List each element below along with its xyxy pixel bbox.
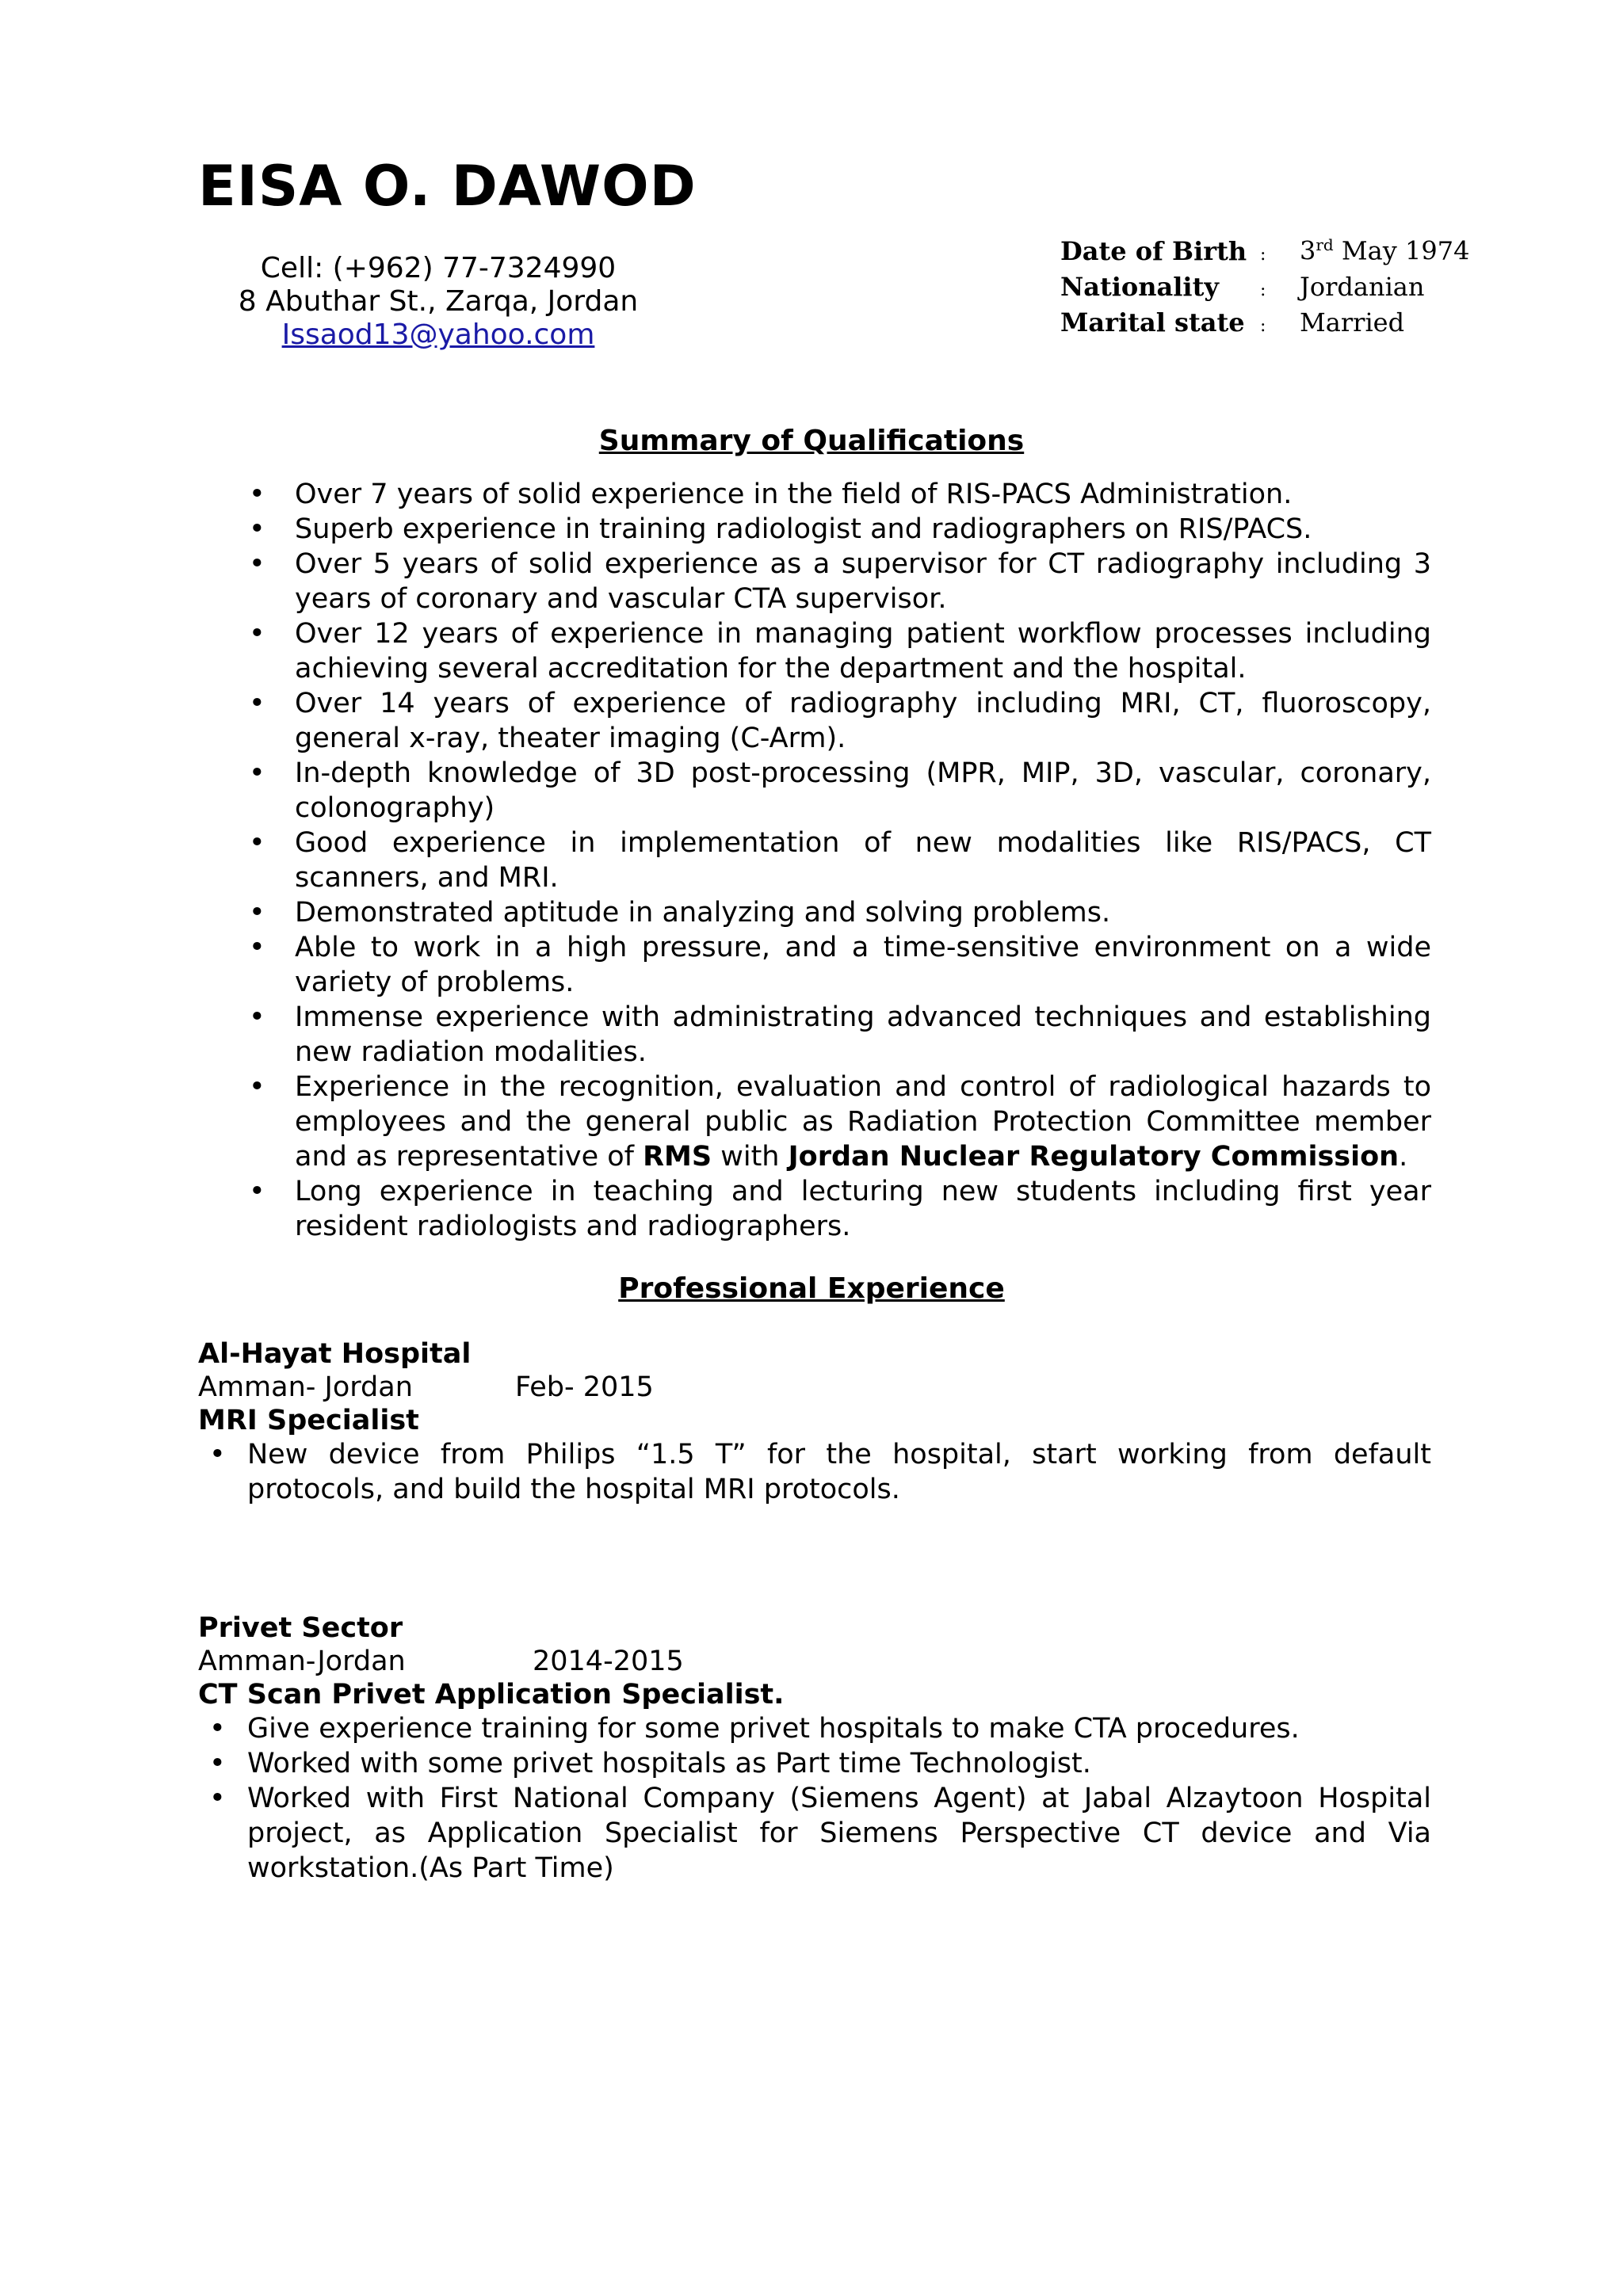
phone-number: Cell: (+962) 77-7324990	[260, 252, 617, 284]
list-item: • In-depth knowledge of 3D post-processing (MPR, MIP, 3D, vascular, coronary, colonography)	[249, 757, 1431, 824]
nationality-value: Jordanian	[1300, 271, 1425, 302]
list-item: • Demonstrated aptitude in analyzing and solving problems.	[249, 897, 1111, 929]
job-location-dates	[198, 1645, 1431, 1678]
marital-row	[1060, 307, 1469, 342]
candidate-name: EISA O. DAWOD	[198, 154, 697, 219]
separator: :	[1260, 315, 1266, 336]
list-item: • Immense experience with administrating advanced techniques and establishing new radiation modalities.	[249, 1001, 1431, 1068]
dob-label: Date of Birth	[1060, 235, 1247, 266]
job-duties	[198, 1437, 1431, 1507]
list-item: • Good experience in implementation of new modalities like RIS/PACS, CT scanners, and MRI.	[249, 827, 1431, 894]
list-item: • Over 12 years of experience in managing patient workflow processes including achieving several accreditation for the department and the hospital.	[249, 618, 1431, 685]
list-item: • Over 5 years of solid experience as a supervisor for CT radiography including 3 years of coronary and vascular CTA supervisor.	[249, 548, 1431, 615]
job-location: Amman- Jordan	[198, 1371, 413, 1403]
separator: :	[1260, 244, 1266, 265]
contact-block	[198, 252, 678, 352]
list-item: • New device from Philips “1.5 T” for the hospital, start working from default protocols, and build the hospital MRI protocols.	[209, 1439, 1431, 1505]
experience-heading: Professional Experience	[618, 1272, 1005, 1305]
job-location-dates	[198, 1371, 1431, 1404]
nationality-row	[1060, 271, 1469, 307]
job-dates: Feb- 2015	[515, 1371, 654, 1403]
job-location: Amman-Jordan	[198, 1646, 406, 1677]
job-dates: 2014-2015	[533, 1646, 684, 1677]
dob-row	[1060, 229, 1469, 271]
list-item: • Superb experience in training radiologist and radiographers on RIS/PACS.	[249, 513, 1312, 545]
list-item: • Over 7 years of solid experience in the field of RIS-PACS Administration.	[249, 479, 1293, 510]
list-item: • Able to work in a high pressure, and a time-sensitive environment on a wide variety of problems.	[249, 932, 1431, 998]
job-title: CT Scan Privet Application Specialist.	[198, 1679, 785, 1711]
address: 8 Abuthar St., Zarqa, Jordan	[238, 285, 639, 318]
job-title: MRI Specialist	[198, 1405, 419, 1436]
list-item: • Over 14 years of experience of radiography including MRI, CT, fluoroscopy, general x-ray, theater imaging (C-Arm).	[249, 688, 1431, 754]
dob-value: 3rd May 1974	[1300, 235, 1470, 266]
job-organization: Privet Sector	[198, 1612, 403, 1644]
job-duties	[198, 1711, 1431, 1886]
list-item: • Long experience in teaching and lecturing new students including first year resident radiologists and radiographers.	[249, 1176, 1431, 1242]
list-item: • Worked with First National Company (Siemens Agent) at Jabal Alzaytoon Hospital project, as Application Specialist for Siemens Perspective CT device and Via workstation.(As Part Time)	[209, 1783, 1431, 1884]
personal-details	[1060, 229, 1469, 342]
separator: :	[1260, 280, 1266, 300]
job-organization: Al-Hayat Hospital	[198, 1338, 472, 1370]
summary-list	[238, 477, 1431, 1244]
job-entry-privet-sector	[198, 1611, 1431, 1886]
summary-heading: Summary of Qualifications	[598, 425, 1025, 457]
email-link[interactable]: Issaod13@yahoo.com	[281, 318, 595, 351]
marital-value: Married	[1300, 307, 1405, 338]
list-item: • Give experience training for some privet hospitals to make CTA procedures.	[209, 1713, 1300, 1745]
nationality-label: Nationality	[1060, 271, 1219, 302]
list-item: • Worked with some privet hospitals as Part time Technologist.	[209, 1748, 1091, 1779]
list-item: • Experience in the recognition, evaluation and control of radiological hazards to employees and the general public as Radiation Protection Committee member and as representative of RMS with Jordan Nuclear Regulatory Commission.	[249, 1071, 1431, 1173]
marital-label: Marital state	[1060, 307, 1245, 338]
job-entry-al-hayat	[198, 1337, 1431, 1507]
